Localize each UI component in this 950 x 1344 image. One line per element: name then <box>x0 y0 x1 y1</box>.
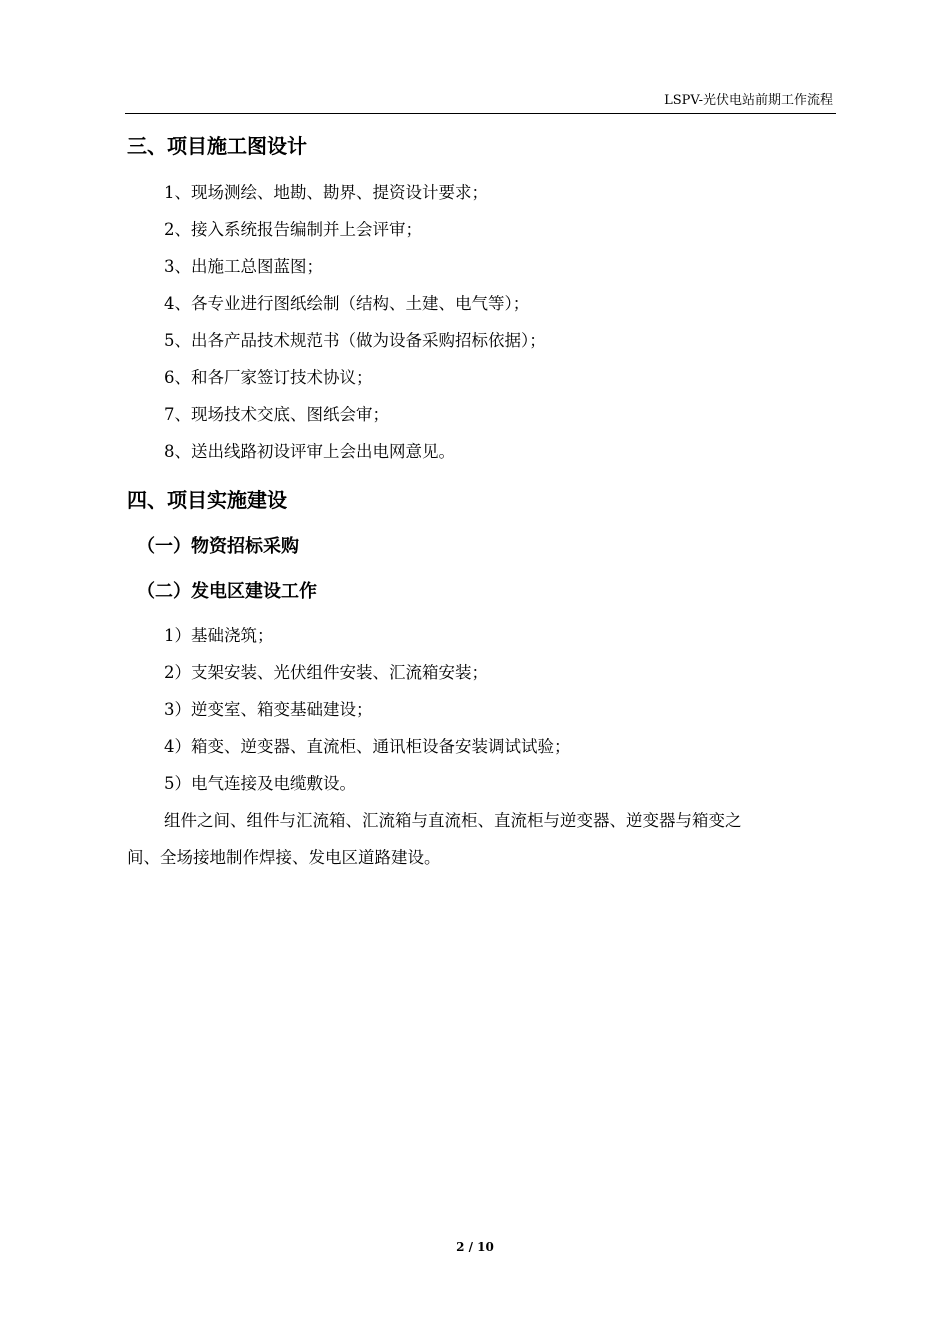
page-number: 2 / 10 <box>456 1240 494 1254</box>
list-item: 5）电气连接及电缆敷设。 <box>164 774 356 793</box>
header-divider <box>125 113 836 114</box>
list-item: 6、和各厂家签订技术协议； <box>164 368 373 387</box>
list-item: 4）箱变、逆变器、直流柜、通讯柜设备安装调试试验； <box>164 737 571 756</box>
list-item: 1、现场测绘、地勘、勘界、提资设计要求； <box>164 183 488 202</box>
subsection-heading-2: （二）发电区建设工作 <box>137 581 317 602</box>
list-item: 2）支架安装、光伏组件安装、汇流箱安装； <box>164 663 488 682</box>
subsection-heading-1: （一）物资招标采购 <box>137 536 299 557</box>
list-item: 5、出各产品技术规范书（做为设备采购招标依据）； <box>164 331 546 350</box>
body-paragraph-line-2: 间、全场接地制作焊接、发电区道路建设。 <box>127 848 441 867</box>
list-item: 3、出施工总图蓝图； <box>164 257 323 276</box>
section-heading-3: 三、项目施工图设计 <box>127 134 307 158</box>
list-item: 4、各专业进行图纸绘制（结构、土建、电气等）； <box>164 294 530 313</box>
body-paragraph-line-1: 组件之间、组件与汇流箱、汇流箱与直流柜、直流柜与逆变器、逆变器与箱变之 <box>164 811 742 830</box>
page-header-title: LSPV-光伏电站前期工作流程 <box>664 93 833 108</box>
section-heading-4: 四、项目实施建设 <box>127 488 287 512</box>
list-item: 2、接入系统报告编制并上会评审； <box>164 220 422 239</box>
list-item: 1）基础浇筑； <box>164 626 274 645</box>
list-item: 8、送出线路初设评审上会出电网意见。 <box>164 442 455 461</box>
list-item: 3）逆变室、箱变基础建设； <box>164 700 373 719</box>
list-item: 7、现场技术交底、图纸会审； <box>164 405 389 424</box>
